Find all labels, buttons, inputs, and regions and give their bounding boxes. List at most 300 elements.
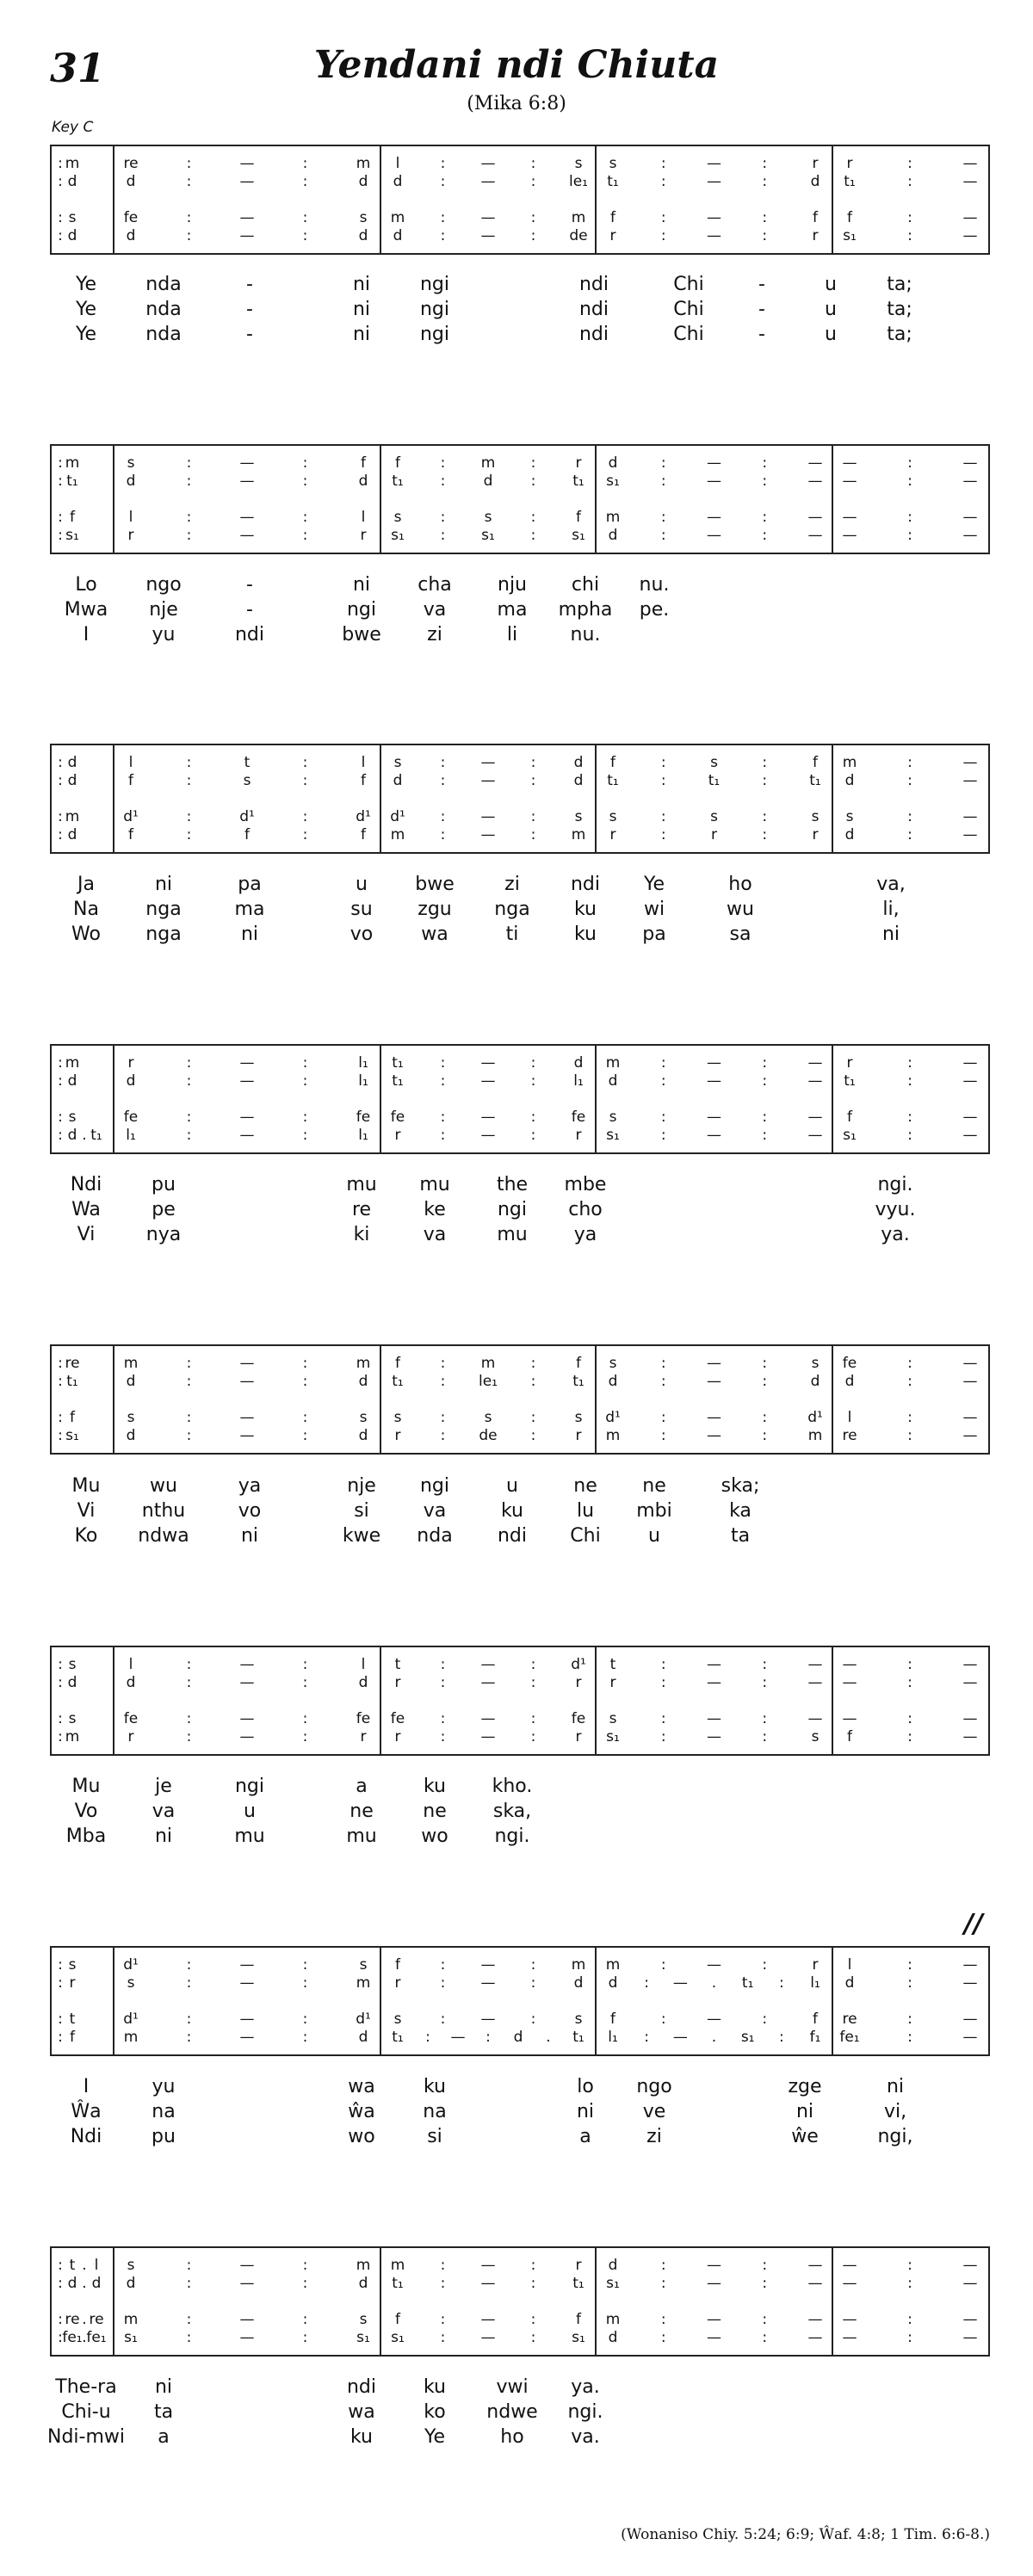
- solfa-note: :: [440, 454, 446, 472]
- solfa-note: d: [67, 826, 77, 843]
- solfa-note: s: [484, 1409, 492, 1426]
- lyric-syllable: Lo: [75, 574, 97, 596]
- solfa-note: :: [762, 454, 768, 472]
- solfa-note: l: [128, 1656, 133, 1673]
- solfa-note: :: [907, 826, 912, 843]
- voice-part: [52, 2311, 990, 2328]
- solfa-note: :: [907, 1427, 912, 1444]
- solfa-note: t₁: [741, 1974, 754, 1992]
- solfa-note: :: [302, 1127, 308, 1144]
- lyric-syllable: ya: [573, 1224, 597, 1245]
- solfa-note: m: [123, 2311, 139, 2328]
- solfa-note: d: [358, 1373, 368, 1390]
- solfa-note: :: [58, 2329, 63, 2346]
- solfa-note: :: [440, 1710, 446, 1727]
- solfa-note: :: [58, 1674, 63, 1691]
- solfa-note: —: [239, 1355, 255, 1372]
- solfa-note: f: [70, 2029, 75, 2046]
- solfa-note: :: [302, 2257, 308, 2274]
- solfa-note: :: [440, 1728, 446, 1745]
- lyric-syllable: Wa: [71, 1199, 101, 1220]
- solfa-note: t₁: [392, 473, 404, 490]
- solfa-note: —: [842, 473, 857, 490]
- solfa-note: :: [440, 2257, 446, 2274]
- solfa-note: d: [483, 473, 493, 490]
- solfa-note: f: [847, 1728, 852, 1745]
- solfa-note: f: [576, 1355, 581, 1372]
- solfa-note: s: [127, 1409, 135, 1426]
- solfa-note: l₁: [358, 1072, 368, 1090]
- solfa-note: l: [361, 509, 366, 526]
- solfa-note: r: [609, 826, 616, 843]
- solfa-note: :: [440, 155, 446, 172]
- solfa-note: —: [672, 2029, 688, 2046]
- solfa-note: d: [358, 227, 368, 244]
- solfa-note: :: [440, 473, 446, 490]
- solfa-note: :: [660, 772, 666, 789]
- solfa-note: t₁: [809, 772, 821, 789]
- lyric-syllable: Wo: [71, 924, 101, 945]
- solfa-note: :: [762, 772, 768, 789]
- solfa-note: :: [907, 527, 912, 544]
- solfa-note: :: [302, 509, 308, 526]
- lyric-syllable: ne: [349, 1801, 374, 1822]
- solfa-note: —: [707, 454, 721, 472]
- solfa-note: f: [610, 754, 615, 771]
- solfa-note: :: [440, 527, 446, 544]
- lyric-syllable: ni: [576, 2101, 595, 2122]
- solfa-note: :: [302, 2275, 308, 2292]
- solfa-note: .: [82, 2311, 87, 2328]
- lyric-syllable: ngi: [419, 274, 450, 295]
- solfa-note: s₁: [356, 2329, 370, 2346]
- lyric-syllable: ngi,: [877, 2126, 913, 2147]
- solfa-note: fe₁: [86, 2329, 107, 2346]
- solfa-note: t₁: [607, 772, 619, 789]
- lyric-syllable: mpha: [558, 599, 613, 621]
- solfa-note: :: [58, 1054, 63, 1072]
- lyric-syllable: wa: [348, 2076, 375, 2097]
- solfa-note: :: [186, 227, 192, 244]
- lyric-syllable: ni: [240, 924, 259, 945]
- solfa-note: :: [907, 2011, 912, 2028]
- lyric-syllable: re: [351, 1199, 372, 1220]
- solfa-note: s₁: [65, 527, 79, 544]
- solfa-note: :: [186, 1656, 192, 1673]
- solfa-note: r: [609, 1674, 616, 1691]
- solfa-note: s: [68, 1109, 77, 1126]
- lyric-syllable: ho: [500, 2426, 524, 2448]
- lyric-syllable: yu: [152, 624, 176, 646]
- solfa-note: :: [907, 509, 912, 526]
- solfa-note: s: [127, 2257, 135, 2274]
- lyric-syllable: ngo: [145, 574, 182, 596]
- lyric-syllable: yu: [152, 2076, 176, 2097]
- solfa-note: :: [530, 1710, 536, 1727]
- lyric-syllable: Ye: [424, 2426, 446, 2448]
- lyric-syllable: ti: [505, 924, 519, 945]
- solfa-note: s: [68, 1656, 77, 1673]
- solfa-note: m: [605, 509, 621, 526]
- lyric-syllable: -: [758, 274, 765, 295]
- solfa-note: :: [58, 155, 63, 172]
- solfa-note: s₁: [843, 227, 857, 244]
- solfa-note: —: [239, 2275, 255, 2292]
- solfa-note: re: [65, 2311, 80, 2328]
- solfa-note: —: [450, 2029, 466, 2046]
- solfa-note: d: [126, 173, 136, 190]
- solfa-note: :: [660, 754, 666, 771]
- solfa-note: :: [907, 1127, 912, 1144]
- voice-part: [52, 454, 990, 472]
- solfa-note: :: [530, 527, 536, 544]
- solfa-note: f: [395, 1956, 400, 1974]
- lyric-syllable: nda: [145, 299, 182, 320]
- solfa-note: s: [811, 1355, 820, 1372]
- solfa-note: —: [807, 1054, 823, 1072]
- solfa-note: r: [360, 527, 367, 544]
- solfa-note: —: [962, 1373, 978, 1390]
- lyric-syllable: ku: [423, 2376, 447, 2398]
- solfa-note: :: [440, 227, 446, 244]
- lyric-line: [0, 574, 1033, 600]
- solfa-note: :: [907, 1373, 912, 1390]
- solfa-note: :: [660, 454, 666, 472]
- solfa-note: fe: [390, 1109, 405, 1126]
- solfa-note: —: [239, 1974, 255, 1992]
- solfa-note: f: [847, 1109, 852, 1126]
- solfa-note: —: [842, 2329, 857, 2346]
- voice-part: [52, 1956, 990, 1974]
- solfa-note: t₁: [392, 2275, 404, 2292]
- solfa-note: :: [660, 826, 666, 843]
- solfa-note: d: [358, 173, 368, 190]
- lyric-syllable: na: [152, 2101, 176, 2122]
- lyric-syllable: zge: [788, 2076, 822, 2097]
- solfa-note: d: [608, 2257, 618, 2274]
- solfa-note: :: [660, 509, 666, 526]
- solfa-note: —: [239, 155, 255, 172]
- lyric-syllable: chi: [571, 574, 600, 596]
- solfa-note: :: [186, 1373, 192, 1390]
- solfa-note: d: [573, 772, 584, 789]
- solfa-note: s: [359, 209, 368, 226]
- solfa-note: —: [807, 1072, 823, 1090]
- solfa-note: :: [58, 473, 63, 490]
- lyric-syllable: kho.: [492, 1776, 533, 1797]
- solfa-note: —: [962, 2275, 978, 2292]
- solfa-note: :: [530, 173, 536, 190]
- solfa-note: :: [58, 2275, 63, 2292]
- solfa-note: r: [609, 227, 616, 244]
- solfa-note: r: [394, 1127, 401, 1144]
- solfa-note: :: [530, 209, 536, 226]
- solfa-note: :: [907, 772, 912, 789]
- solfa-note: :: [907, 2029, 912, 2046]
- solfa-note: :: [530, 1656, 536, 1673]
- solfa-note: :: [530, 509, 536, 526]
- lyric-syllable: pa: [642, 924, 666, 945]
- solfa-note: :: [660, 1674, 666, 1691]
- solfa-note: :: [530, 1373, 536, 1390]
- lyric-line: [0, 1500, 1033, 1526]
- solfa-note: d: [608, 1373, 618, 1390]
- solfa-note: m: [65, 1728, 80, 1745]
- lyric-syllable: vo: [349, 924, 374, 945]
- solfa-note: :: [186, 209, 192, 226]
- solfa-note: d¹: [123, 1956, 139, 1974]
- solfa-note: :: [58, 1072, 63, 1090]
- solfa-note: :: [58, 1109, 63, 1126]
- solfa-note: :: [762, 1127, 768, 1144]
- solfa-note: —: [480, 1710, 496, 1727]
- lyric-syllable: ni: [352, 324, 371, 345]
- solfa-note: :: [440, 209, 446, 226]
- solfa-note: :: [660, 2011, 666, 2028]
- scripture-reference: (Mika 6:8): [467, 93, 566, 114]
- solfa-note: —: [807, 1127, 823, 1144]
- solfa-note: :: [762, 1656, 768, 1673]
- lyric-syllable: ka: [729, 1500, 752, 1522]
- staff-system: [50, 1646, 990, 1756]
- solfa-note: :: [440, 1974, 446, 1992]
- solfa-note: .: [82, 1127, 87, 1144]
- solfa-note: m: [390, 209, 405, 226]
- solfa-note: .: [82, 2257, 87, 2274]
- solfa-note: r: [360, 1728, 367, 1745]
- solfa-note: —: [480, 1728, 496, 1745]
- solfa-note: —: [707, 155, 721, 172]
- voice-part: [52, 808, 990, 825]
- solfa-note: :: [907, 2275, 912, 2292]
- solfa-note: r: [812, 826, 819, 843]
- solfa-note: —: [707, 1109, 721, 1126]
- lyric-line: [0, 324, 1033, 349]
- staff-system: [50, 1344, 990, 1455]
- solfa-note: —: [707, 2329, 721, 2346]
- solfa-note: d: [126, 473, 136, 490]
- solfa-note: re: [123, 155, 139, 172]
- solfa-note: m: [65, 808, 80, 825]
- solfa-note: —: [239, 1127, 255, 1144]
- voice-part: [52, 826, 990, 843]
- solfa-note: :: [302, 2029, 308, 2046]
- solfa-note: —: [842, 2275, 857, 2292]
- solfa-note: f: [395, 2311, 400, 2328]
- solfa-note: —: [480, 1674, 496, 1691]
- lyric-syllable: nda: [145, 324, 182, 345]
- lyric-syllable: Vi: [77, 1500, 96, 1522]
- solfa-note: —: [962, 1409, 978, 1426]
- lyric-syllable: ni: [240, 1525, 259, 1547]
- solfa-note: —: [707, 1710, 721, 1727]
- lyric-syllable: ndi: [346, 2376, 377, 2398]
- lyric-syllable: ngi.: [567, 2401, 603, 2423]
- solfa-note: :: [530, 1427, 536, 1444]
- solfa-note: —: [707, 2311, 721, 2328]
- solfa-note: —: [239, 2311, 255, 2328]
- solfa-note: d¹: [239, 808, 255, 825]
- lyric-syllable: u: [825, 324, 837, 345]
- solfa-note: :: [762, 155, 768, 172]
- solfa-note: :: [302, 826, 308, 843]
- solfa-note: —: [480, 1974, 496, 1992]
- lyric-syllable: Ŵa: [71, 2101, 102, 2122]
- solfa-note: :: [907, 1728, 912, 1745]
- solfa-note: —: [807, 1710, 823, 1727]
- lyric-syllable: su: [350, 899, 373, 920]
- solfa-note: l₁: [126, 1127, 136, 1144]
- lyric-syllable: Ndi-mwi: [46, 2426, 126, 2448]
- lyric-syllable: wo: [421, 1825, 448, 1847]
- solfa-note: t₁: [607, 173, 619, 190]
- solfa-note: m: [123, 2029, 139, 2046]
- solfa-note: :: [530, 155, 536, 172]
- solfa-note: :: [186, 1710, 192, 1727]
- solfa-note: —: [962, 808, 978, 825]
- lyric-syllable: wo: [348, 2126, 375, 2147]
- solfa-note: f: [576, 2311, 581, 2328]
- solfa-note: m: [842, 754, 857, 771]
- solfa-note: :: [58, 1409, 63, 1426]
- solfa-note: r: [575, 1728, 582, 1745]
- solfa-note: d: [513, 2029, 523, 2046]
- solfa-note: d¹: [356, 808, 371, 825]
- solfa-note: d: [358, 1427, 368, 1444]
- solfa-note: :: [440, 1054, 446, 1072]
- lyric-syllable: nu.: [570, 624, 601, 646]
- lyric-syllable: Mwa: [64, 599, 108, 621]
- lyric-syllable: si: [427, 2126, 442, 2147]
- lyric-syllable: ni: [154, 1825, 173, 1847]
- voice-part: [52, 2329, 990, 2346]
- solfa-note: —: [807, 509, 823, 526]
- solfa-note: d: [126, 2275, 136, 2292]
- solfa-note: :: [530, 1974, 536, 1992]
- lyric-syllable: mu: [346, 1174, 377, 1195]
- solfa-note: —: [480, 826, 496, 843]
- voice-part: [52, 1127, 990, 1144]
- solfa-note: —: [962, 754, 978, 771]
- solfa-note: r: [394, 1974, 401, 1992]
- lyric-syllable: a: [579, 2126, 591, 2147]
- lyric-syllable: ki: [353, 1224, 370, 1245]
- solfa-note: —: [707, 1072, 721, 1090]
- solfa-note: s₁: [572, 2329, 585, 2346]
- solfa-note: d: [573, 754, 584, 771]
- lyric-syllable: vo: [238, 1500, 262, 1522]
- solfa-note: :: [440, 1127, 446, 1144]
- solfa-note: :: [302, 1956, 308, 1974]
- solfa-note: —: [239, 1728, 255, 1745]
- solfa-note: l: [847, 1409, 852, 1426]
- solfa-note: :: [58, 454, 63, 472]
- lyric-line: [0, 2076, 1033, 2102]
- solfa-note: :: [762, 1427, 768, 1444]
- solfa-note: —: [962, 2011, 978, 2028]
- solfa-note: d: [393, 772, 403, 789]
- solfa-note: .: [82, 2275, 87, 2292]
- lyric-syllable: ŵe: [791, 2126, 819, 2147]
- solfa-note: l: [128, 509, 133, 526]
- lyric-syllable: Ndi: [70, 2126, 102, 2147]
- lyric-syllable: ku: [500, 1500, 524, 1522]
- solfa-note: —: [962, 454, 978, 472]
- solfa-note: :: [907, 227, 912, 244]
- solfa-note: t₁: [392, 2029, 404, 2046]
- solfa-note: fe: [571, 1710, 586, 1727]
- solfa-note: m: [571, 209, 586, 226]
- solfa-note: s₁: [65, 1427, 79, 1444]
- solfa-note: fe: [390, 1710, 405, 1727]
- solfa-note: m: [605, 1054, 621, 1072]
- solfa-note: :: [302, 454, 308, 472]
- lyric-syllable: ta: [153, 2401, 174, 2423]
- solfa-note: s: [127, 1974, 135, 1992]
- solfa-note: :: [440, 1072, 446, 1090]
- solfa-note: :: [907, 2311, 912, 2328]
- solfa-note: s₁: [606, 2275, 620, 2292]
- lyric-syllable: zi: [504, 874, 520, 895]
- solfa-note: :: [58, 1427, 63, 1444]
- solfa-note: d: [844, 1974, 855, 1992]
- lyric-syllable: ska,: [492, 1801, 532, 1822]
- solfa-note: :: [530, 473, 536, 490]
- solfa-note: —: [707, 1355, 721, 1372]
- solfa-note: r: [846, 155, 853, 172]
- lyric-syllable: Ndi: [70, 1174, 102, 1195]
- solfa-note: d¹: [356, 2011, 371, 2028]
- solfa-note: :: [58, 808, 63, 825]
- solfa-note: s: [393, 2011, 402, 2028]
- voice-part: [52, 1728, 990, 1745]
- solfa-note: :: [186, 1109, 192, 1126]
- lyric-syllable: Chi: [673, 274, 704, 295]
- solfa-note: r: [394, 1728, 401, 1745]
- lyric-line: [0, 2376, 1033, 2402]
- voice-part: [52, 473, 990, 490]
- lyric-line: [0, 1224, 1033, 1250]
- solfa-note: :: [660, 173, 666, 190]
- solfa-note: r: [575, 2257, 582, 2274]
- solfa-note: d: [91, 2275, 102, 2292]
- solfa-note: —: [962, 2257, 978, 2274]
- solfa-note: s: [609, 808, 617, 825]
- solfa-note: :: [440, 2275, 446, 2292]
- solfa-note: d: [67, 2275, 77, 2292]
- solfa-note: —: [962, 1072, 978, 1090]
- solfa-note: :: [302, 473, 308, 490]
- lyric-syllable: va: [423, 1224, 447, 1245]
- lyric-syllable: u: [356, 874, 368, 895]
- lyric-syllable: ku: [423, 1776, 447, 1797]
- solfa-note: t₁: [392, 1054, 404, 1072]
- lyric-syllable: zgu: [418, 899, 452, 920]
- lyric-syllable: pe: [152, 1199, 176, 1220]
- solfa-note: —: [480, 209, 496, 226]
- solfa-note: :: [530, 1674, 536, 1691]
- solfa-note: s: [609, 155, 617, 172]
- solfa-note: s: [574, 155, 583, 172]
- solfa-note: :: [302, 527, 308, 544]
- solfa-note: —: [707, 2257, 721, 2274]
- solfa-note: :: [302, 2329, 308, 2346]
- solfa-note: :: [907, 1355, 912, 1372]
- lyric-syllable: ve: [642, 2101, 666, 2122]
- solfa-note: :: [58, 754, 63, 771]
- solfa-note: m: [65, 454, 80, 472]
- solfa-note: m: [356, 1355, 371, 1372]
